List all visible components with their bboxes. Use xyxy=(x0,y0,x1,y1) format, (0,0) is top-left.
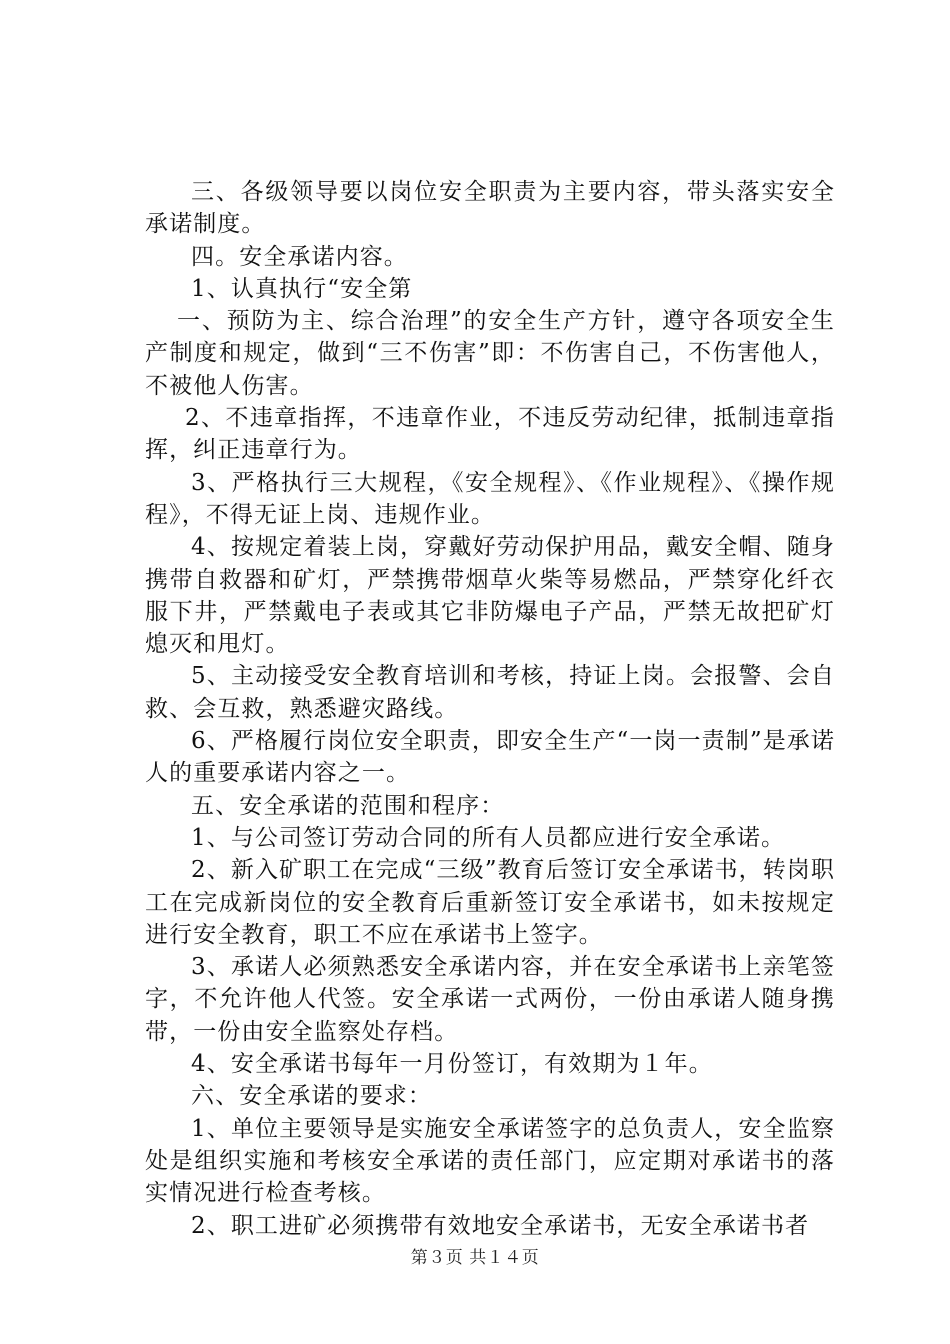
paragraph-item-5: 5、主动接受安全教育培训和考核，持证上岗。会报警、会自救、会互救，熟悉避灾路线。 xyxy=(145,663,835,722)
paragraph-requirement-2: 2、职工进矿必须携带有效地安全承诺书，无安全承诺书者 xyxy=(191,1212,810,1239)
heading-scope-and-procedure: 五、安全承诺的范围和程序： xyxy=(191,792,505,819)
paragraph-item-3: 3、严格执行三大规程，《安全规程》、《作业规程》、《操作规程》，不得无证上岗、违规作业。 xyxy=(145,469,835,528)
paragraph-item-1-start: 1、认真执行“安全第 xyxy=(191,275,413,302)
paragraph-item-4: 4、按规定着装上岗，穿戴好劳动保护用品，戴安全帽、随身携带自救器和矿灯，严禁携带烟草火柴等易燃品，严禁穿化纤衣服下井，严禁戴电子表或其它非防爆电子产品，严禁无故把矿灯熄灭和甩灯。 xyxy=(145,534,835,658)
heading-requirements: 六、安全承诺的要求： xyxy=(191,1083,432,1110)
paragraph-scope-2: 2、新入矿职工在完成“三级”教育后签订安全承诺书，转岗职工在完成新岗位的安全教育后重新签订安全承诺书，如未按规定进行安全教育，职工不应在承诺书上签字。 xyxy=(145,857,835,948)
paragraph-requirement-1: 1、单位主要领导是实施安全承诺签字的总负责人，安全监察处是组织实施和考核安全承诺的责任部门，应定期对承诺书的落实情况进行检查考核。 xyxy=(145,1115,835,1207)
paragraph-item-1-continued: 一、预防为主、综合治理”的安全生产方针，遵守各项安全生产制度和规定，做到“三不伤害”即：不伤害自己，不伤害他人，不被他人伤害。 xyxy=(145,308,835,399)
paragraph-leaders-duty: 三、各级领导要以岗位安全职责为主要内容，带头落实安全承诺制度。 xyxy=(145,179,835,238)
paragraph-item-2: 2、不违章指挥，不违章作业，不违反劳动纪律，抵制违章指挥，纠正违章行为。 xyxy=(145,405,835,464)
page-number-label: 第３页 共１４页 xyxy=(410,1248,540,1268)
paragraph-scope-1: 1、与公司签订劳动合同的所有人员都应进行安全承诺。 xyxy=(191,824,786,851)
heading-commitment-content: 四。安全承诺内容。 xyxy=(191,243,408,270)
paragraph-scope-4: 4、安全承诺书每年一月份签订，有效期为１年。 xyxy=(191,1051,713,1078)
paragraph-item-6: 6、严格履行岗位安全职责，即安全生产“一岗一责制”是承诺人的重要承诺内容之一。 xyxy=(145,728,835,787)
document-body xyxy=(145,176,835,1242)
page-footer xyxy=(0,1243,950,1268)
paragraph-scope-3: 3、承诺人必须熟悉安全承诺内容，并在安全承诺书上亲笔签字，不允许他人代签。安全承诺一式两份，一份由承诺人随身携带，一份由安全监察处存档。 xyxy=(145,954,835,1045)
